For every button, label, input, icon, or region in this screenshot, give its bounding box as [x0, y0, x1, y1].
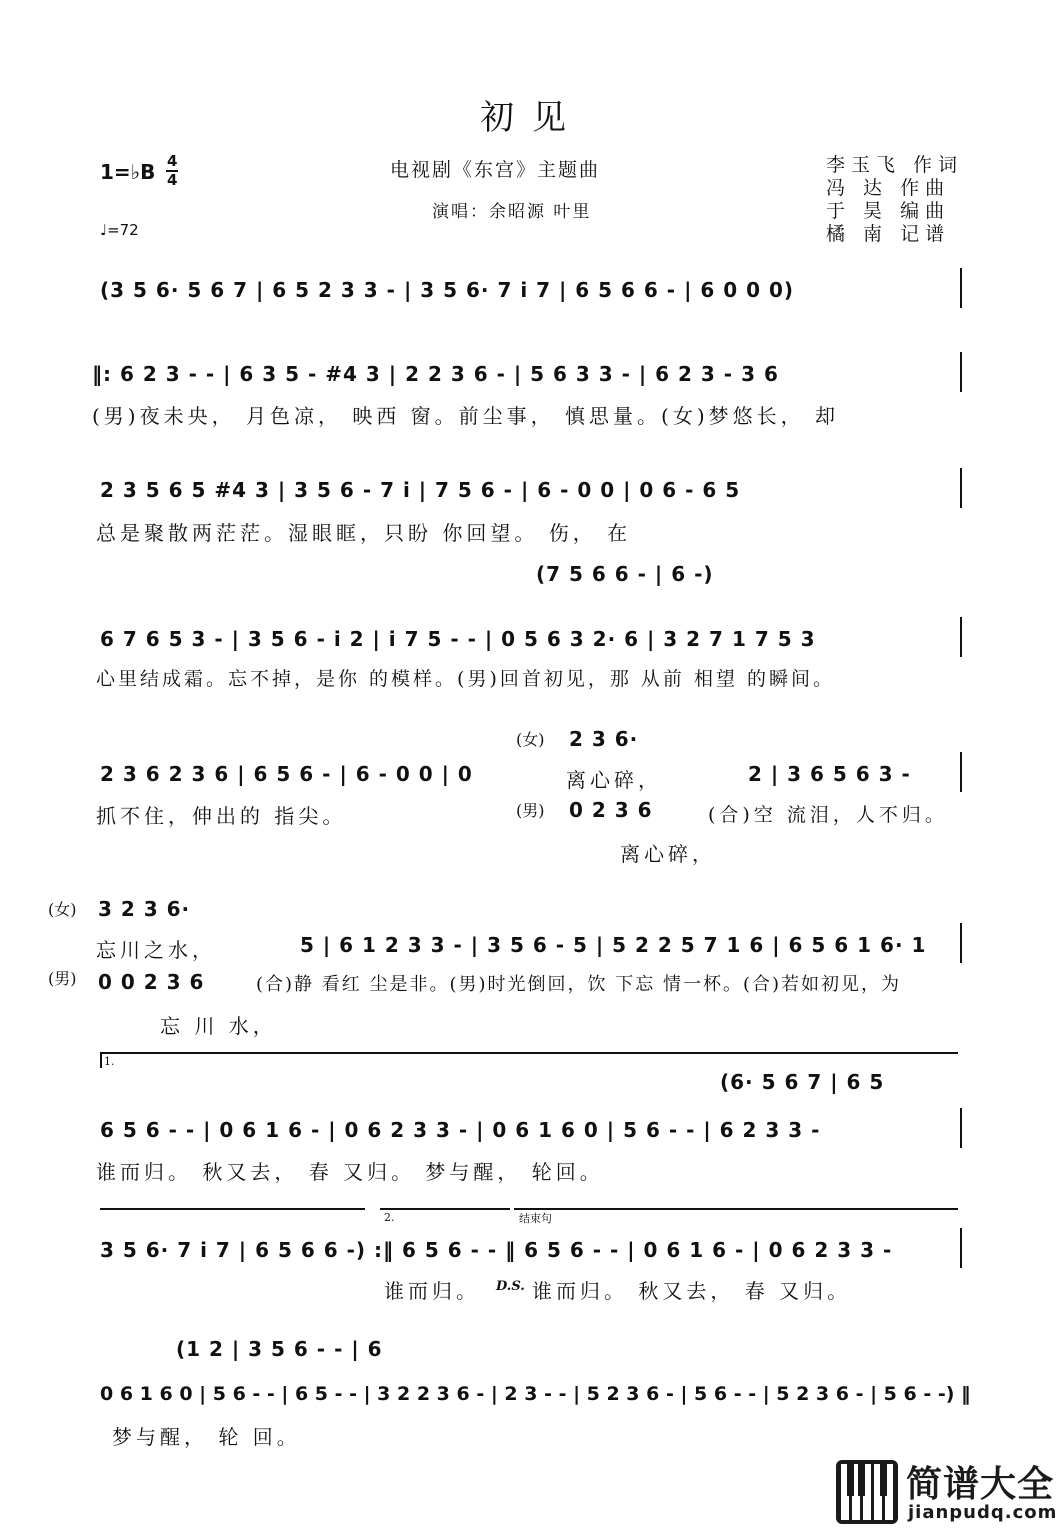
row-8-lyric: 谁而归。 — [384, 1279, 480, 1303]
row-3-extra-notes: (7 5 6 6 - | 6 -) — [536, 562, 714, 586]
row-7-extra-notes: (6· 5 6 7 | 6 5 — [720, 1070, 885, 1094]
row-8-end-bar — [960, 1228, 962, 1268]
logo-url: jianpudq.com — [908, 1502, 1058, 1523]
row-5-female-notes: 2 3 6· — [569, 727, 639, 751]
row-4-notes: 6 7 6 5 3 - | 3 5 6 - i 2 | i 7 5 - - | 0 5 6 3 2· 6 | 3 2 7 1 7 5 3 — [100, 627, 816, 651]
row-1-end-bar — [960, 268, 962, 308]
subtitle: 电视剧《东宫》主题曲 — [390, 159, 601, 181]
ds-mark: D.S. — [496, 1279, 525, 1294]
row-7-notes: 6 5 6 - - | 0 6 1 6 - | 0 6 2 3 3 - | 0 6 1 6 0 | 5 6 - - | 6 2 3 3 - — [100, 1118, 821, 1142]
site-logo — [836, 1456, 1060, 1527]
row-8-top-rule — [100, 1208, 365, 1210]
row-5-lyric: 抓不住，伸出的 指尖。 — [96, 804, 347, 828]
row-3-end-bar — [960, 468, 962, 508]
row-1-notes: (3 5 6· 5 6 7 | 6 5 2 3 3 - | 3 5 6· 7 i 7 | 6 5 6 6 - | 6 0 0 0) — [100, 278, 795, 302]
row-6-female-lyric: 忘川之水， — [96, 938, 216, 962]
ending-label: 结束句 — [519, 1212, 552, 1225]
row-5-male-label: (男) — [516, 801, 545, 820]
credit-composer: 冯 达 作曲 — [826, 177, 951, 199]
row-5-male-notes: 0 2 3 6 — [569, 798, 653, 822]
row-6-end-bar — [960, 923, 962, 963]
volta-1-bracket-left — [100, 1052, 102, 1068]
row-3-notes: 2 3 5 6 5 #4 3 | 3 5 6 - 7 i | 7 5 6 - | 6 - 0 0 | 0 6 - 6 5 — [100, 478, 741, 502]
row-9-notes: 0 6 1 6 0 | 5 6 - - | 6 5 - - | 3 2 2 3 6 - | 2 3 - - | 5 2 3 6 - | 5 6 - - | 5 2 3 6 - | 5 6 - -) ‖ — [100, 1383, 971, 1405]
row-4-end-bar — [960, 617, 962, 657]
row-6-female-notes: 3 2 3 6· — [98, 897, 191, 921]
key-signature: 1=♭B — [100, 160, 156, 184]
credit-arranger: 于 昊 编曲 — [826, 200, 951, 222]
volta-2-bracket — [380, 1208, 510, 1210]
row-2-notes: ‖: 6 2 3 - - | 6 3 5 - #4 3 | 2 2 3 6 - | 5 6 3 3 - | 6 2 3 - 3 6 — [92, 362, 779, 386]
row-5-male-lyric: 离心碎， — [620, 842, 716, 866]
volta-2-label: 2. — [384, 1211, 395, 1224]
page-title: 初见 — [480, 98, 584, 138]
logo-text: 简谱大全 — [906, 1464, 1055, 1505]
time-signature-bottom: 4 — [167, 171, 178, 189]
row-5-female-label: (女) — [516, 730, 545, 749]
row-5-tail-lyric: (合)空 流泪，人不归。 — [708, 804, 948, 826]
time-signature-top: 4 — [167, 152, 178, 170]
row-9-extra-notes: (1 2 | 3 5 6 - - | 6 — [176, 1337, 383, 1361]
row-8-lyric-2: 谁而归。 秋又去， 春 又归。 — [532, 1279, 852, 1303]
row-8-notes: 3 5 6· 7 i 7 | 6 5 6 6 -) :‖ 6 5 6 - - ‖ 6 5 6 - - | 0 6 1 6 - | 0 6 2 3 3 - — [100, 1238, 893, 1262]
row-6-female-label: (女) — [48, 900, 77, 919]
row-6-male-label: (男) — [48, 969, 77, 988]
row-9-lyric: 梦与醒， 轮 回。 — [112, 1425, 301, 1449]
row-5-female-lyric: 离心碎， — [566, 768, 662, 792]
volta-1-label: 1. — [104, 1055, 115, 1068]
row-6-lyric: (合)静 看红 尘是非。(男)时光倒回，饮 下忘 情一杯。(合)若如初见，为 — [256, 974, 902, 995]
row-7-lyric: 谁而归。 秋又去， 春 又归。 梦与醒， 轮回。 — [96, 1160, 604, 1184]
row-6-male-lyric: 忘 川 水， — [160, 1014, 277, 1038]
volta-1-bracket — [100, 1052, 958, 1054]
row-6-notes: 5 | 6 1 2 3 3 - | 3 5 6 - 5 | 5 2 2 5 7 1 6 | 6 5 6 1 6· 1 — [300, 933, 927, 957]
singers: 演唱：余昭源 叶里 — [432, 202, 592, 222]
credit-lyricist: 李玉飞 作词 — [826, 154, 964, 176]
row-5-tail-notes: 2 | 3 6 5 6 3 - — [748, 762, 911, 786]
row-5-end-bar — [960, 752, 962, 792]
tempo-mark: ♩=72 — [100, 221, 139, 239]
row-3-lyric: 总是聚散两茫茫。湿眼眶，只盼 你回望。 伤， 在 — [96, 521, 632, 545]
row-4-lyric: 心里结成霜。忘不掉，是你 的模样。(男)回首初见，那 从前 相望 的瞬间。 — [96, 668, 835, 690]
ending-bracket — [514, 1208, 958, 1210]
row-2-end-bar — [960, 352, 962, 392]
credit-transcriber: 橘 南 记谱 — [826, 223, 951, 245]
row-2-lyric: (男)夜未央， 月色凉， 映西 窗。前尘事， 慎思量。(女)梦悠长， 却 — [92, 404, 839, 428]
row-7-end-bar — [960, 1108, 962, 1148]
row-6-male-notes: 0 0 2 3 6 — [98, 970, 205, 994]
row-5-notes: 2 3 6 2 3 6 | 6 5 6 - | 6 - 0 0 | 0 — [100, 762, 473, 786]
